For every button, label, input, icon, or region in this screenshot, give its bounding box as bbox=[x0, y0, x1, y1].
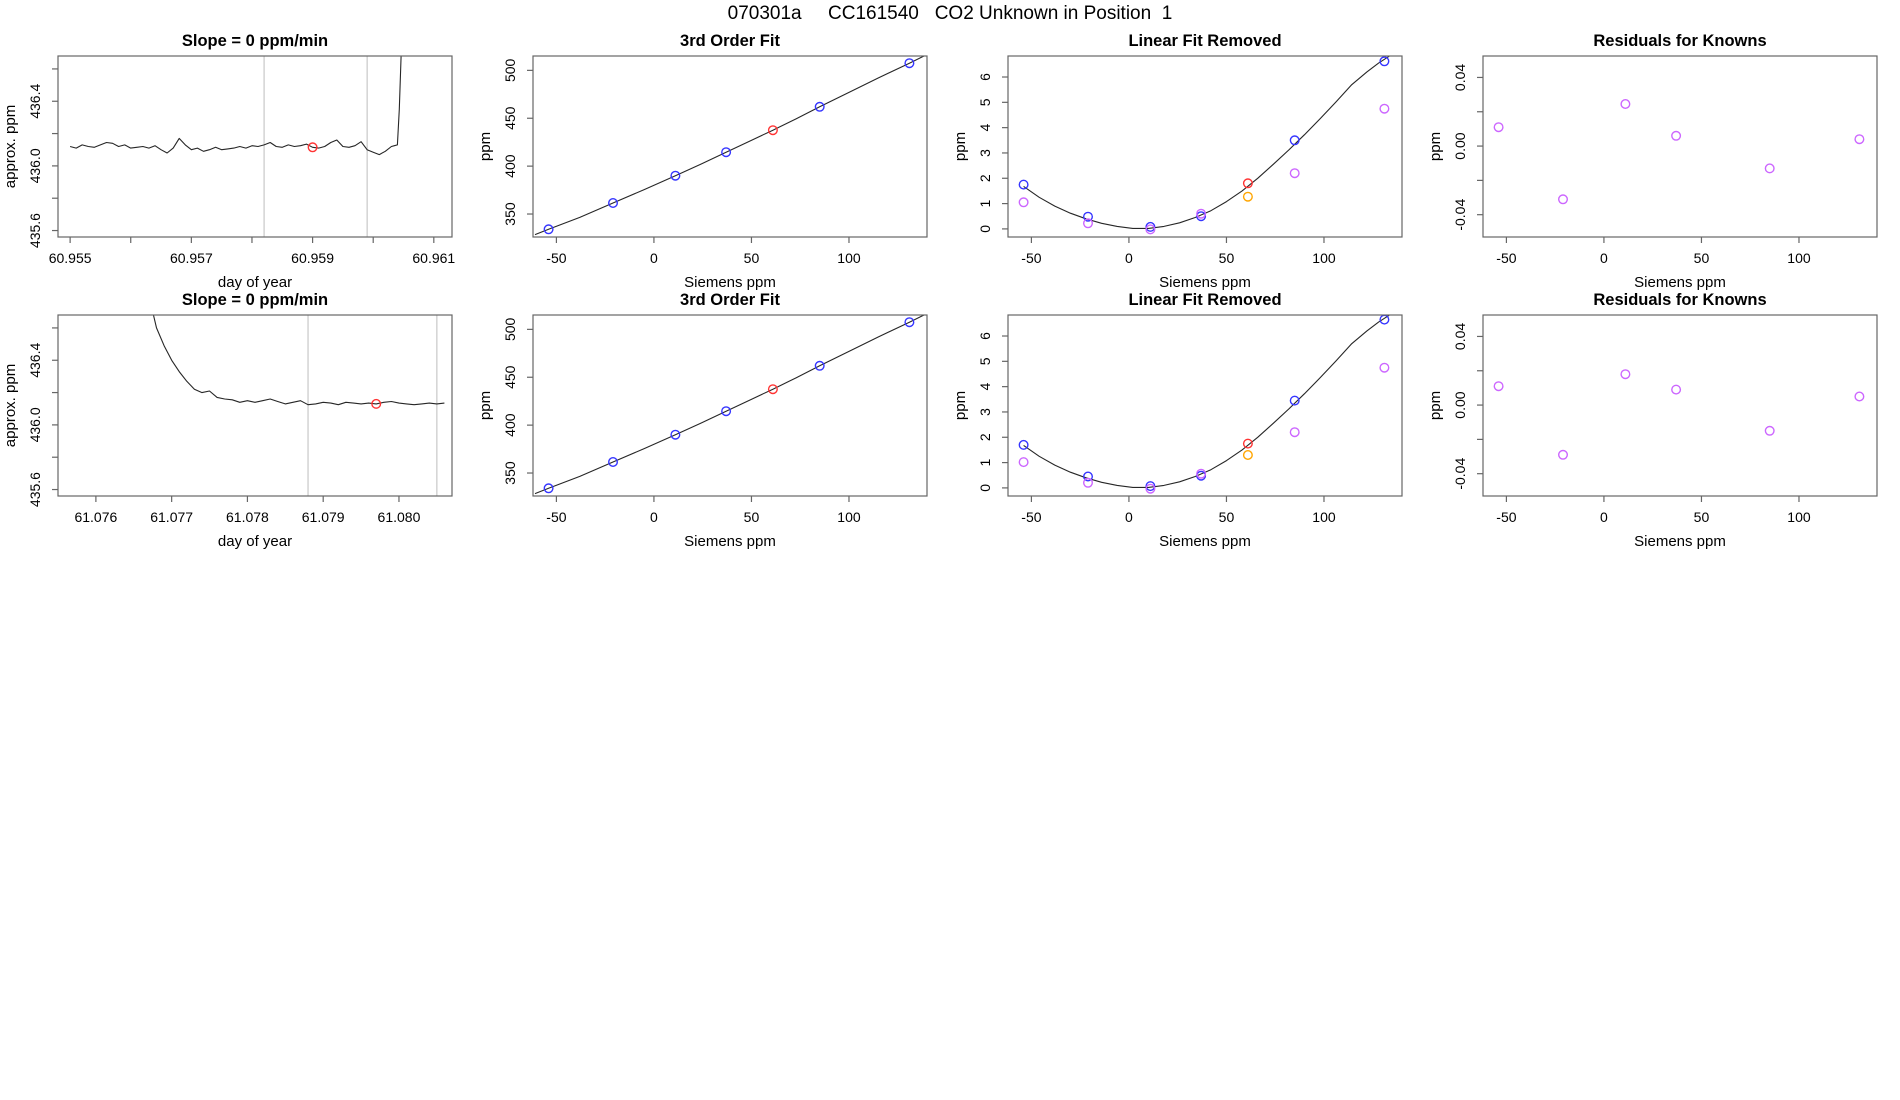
y-tick-label: 500 bbox=[502, 58, 518, 83]
x-tick-label: 100 bbox=[1312, 250, 1336, 266]
y-tick-label: 2 bbox=[977, 174, 993, 183]
x-tick-label: 60.961 bbox=[412, 250, 456, 266]
x-tick-label: 61.080 bbox=[377, 509, 421, 525]
x-tick-label: -50 bbox=[1496, 250, 1517, 266]
x-tick-label: 100 bbox=[1312, 509, 1336, 525]
x-tick-label: 50 bbox=[743, 250, 760, 266]
y-axis-label: ppm bbox=[477, 131, 494, 162]
x-tick-label: -50 bbox=[1021, 250, 1042, 266]
chart-title: Linear Fit Removed bbox=[1128, 291, 1282, 309]
data-point bbox=[1855, 135, 1864, 144]
data-point bbox=[1672, 132, 1681, 141]
y-tick-label: 3 bbox=[977, 408, 993, 416]
series-unknown-sample-alt bbox=[1244, 192, 1253, 201]
series-known-gases bbox=[544, 59, 913, 234]
x-axis-label: Siemens ppm bbox=[684, 274, 776, 291]
series-co2-trace bbox=[70, 56, 401, 155]
y-tick-label: 4 bbox=[977, 123, 993, 132]
x-tick-label: 100 bbox=[1787, 250, 1811, 266]
x-tick-label: 61.078 bbox=[226, 509, 269, 525]
y-tick-label: 2 bbox=[977, 433, 993, 442]
data-point bbox=[1244, 439, 1253, 448]
y-tick-label: 4 bbox=[977, 382, 993, 391]
x-axis-label: Siemens ppm bbox=[1634, 274, 1726, 291]
x-tick-label: -50 bbox=[1496, 509, 1517, 525]
y-tick-label: 500 bbox=[502, 317, 518, 342]
x-tick-label: 60.955 bbox=[48, 250, 92, 266]
y-axis-label: ppm bbox=[1427, 390, 1444, 421]
chart-svg-residuals-run1 bbox=[1425, 0, 1900, 300]
x-tick-label: -50 bbox=[546, 250, 567, 266]
data-point bbox=[1290, 136, 1299, 145]
data-point bbox=[1672, 385, 1681, 394]
page-title: 070301a CC161540 CO2 Unknown in Position 1 bbox=[727, 3, 1173, 24]
y-tick-label: 435.6 bbox=[27, 472, 43, 508]
y-tick-label: 450 bbox=[502, 106, 518, 130]
data-point bbox=[1621, 370, 1630, 379]
data-point bbox=[1380, 104, 1389, 113]
data-point bbox=[1380, 363, 1389, 372]
series-fit-line bbox=[535, 56, 925, 235]
y-tick-label: 0.04 bbox=[1452, 63, 1468, 92]
data-point bbox=[1019, 441, 1028, 450]
y-axis-label: approx. ppm bbox=[2, 104, 19, 189]
y-tick-label: -0.04 bbox=[1452, 457, 1468, 490]
x-tick-label: 0 bbox=[1125, 509, 1133, 525]
y-tick-label: 0.00 bbox=[1452, 391, 1468, 419]
plot-frame bbox=[1483, 315, 1877, 496]
data-point bbox=[1380, 315, 1389, 324]
data-point bbox=[1019, 198, 1028, 207]
chart-title: Residuals for Knowns bbox=[1593, 32, 1767, 50]
y-axis-label: ppm bbox=[1427, 131, 1444, 162]
x-axis-label: day of year bbox=[217, 274, 293, 291]
series-known-gases bbox=[1019, 315, 1388, 490]
chart-title: Slope = 0 ppm/min bbox=[181, 291, 329, 309]
y-tick-label: 3 bbox=[977, 149, 993, 157]
x-axis-label: Siemens ppm bbox=[684, 533, 776, 550]
chart-title: 3rd Order Fit bbox=[680, 291, 780, 309]
series-residuals bbox=[1494, 100, 1863, 204]
y-tick-label: 400 bbox=[502, 154, 518, 178]
data-point bbox=[1244, 451, 1253, 460]
y-tick-label: 450 bbox=[502, 365, 518, 389]
data-point bbox=[1290, 428, 1299, 437]
y-axis-label: approx. ppm bbox=[2, 363, 19, 448]
chart-slope-run1 bbox=[0, 0, 475, 300]
data-point bbox=[1084, 219, 1093, 228]
x-tick-label: -50 bbox=[1021, 509, 1042, 525]
x-tick-label: 60.959 bbox=[291, 250, 334, 266]
chart-residuals-run2 bbox=[1425, 259, 1900, 559]
x-tick-label: 61.076 bbox=[74, 509, 118, 525]
y-tick-label: 0.04 bbox=[1452, 322, 1468, 351]
data-point bbox=[1084, 479, 1093, 488]
data-point bbox=[1019, 458, 1028, 467]
x-tick-label: 61.079 bbox=[301, 509, 345, 525]
data-point bbox=[1559, 195, 1568, 204]
chart-third-order-fit-run1 bbox=[475, 0, 950, 300]
x-axis-label: day of year bbox=[217, 533, 293, 550]
series-known-gases bbox=[1019, 57, 1388, 231]
chart-svg-slope-run1 bbox=[0, 0, 475, 300]
y-axis-label: ppm bbox=[952, 390, 969, 421]
y-tick-label: 0 bbox=[977, 225, 993, 233]
y-axis-label: ppm bbox=[477, 390, 494, 421]
data-point bbox=[1494, 382, 1503, 391]
y-tick-label: 0 bbox=[977, 484, 993, 492]
x-tick-label: 0 bbox=[1125, 250, 1133, 266]
y-tick-label: 6 bbox=[977, 332, 993, 340]
chart-linear-fit-removed-run2 bbox=[950, 259, 1425, 559]
chart-title: Slope = 0 ppm/min bbox=[181, 32, 329, 50]
y-tick-label: 1 bbox=[977, 199, 993, 208]
x-tick-label: 100 bbox=[837, 509, 861, 525]
y-tick-label: 6 bbox=[977, 73, 993, 81]
y-tick-label: 436.4 bbox=[27, 342, 43, 378]
y-tick-label: 436.0 bbox=[27, 148, 43, 184]
x-tick-label: 0 bbox=[1600, 509, 1608, 525]
data-point bbox=[1765, 427, 1774, 436]
data-point bbox=[1855, 392, 1864, 401]
y-tick-label: 436.0 bbox=[27, 407, 43, 443]
chart-residuals-run1 bbox=[1425, 0, 1900, 300]
chart-svg-third-order-fit-run2 bbox=[475, 259, 950, 559]
chart-third-order-fit-run2 bbox=[475, 259, 950, 559]
chart-title: Residuals for Knowns bbox=[1593, 291, 1767, 309]
y-axis-label: ppm bbox=[952, 131, 969, 162]
chart-svg-slope-run2 bbox=[0, 259, 475, 559]
x-axis-label: Siemens ppm bbox=[1159, 533, 1251, 550]
x-tick-label: 50 bbox=[743, 509, 760, 525]
x-tick-label: 0 bbox=[650, 509, 658, 525]
x-axis-label: Siemens ppm bbox=[1159, 274, 1251, 291]
chart-title: 3rd Order Fit bbox=[680, 32, 780, 50]
series-unknown-sample-alt bbox=[1244, 451, 1253, 460]
data-point bbox=[1244, 192, 1253, 201]
x-tick-label: 50 bbox=[1218, 509, 1235, 525]
x-tick-label: 50 bbox=[1693, 509, 1710, 525]
x-tick-label: 100 bbox=[837, 250, 861, 266]
chart-title: Linear Fit Removed bbox=[1128, 32, 1282, 50]
chart-svg-third-order-fit-run1 bbox=[475, 0, 950, 300]
chart-svg-linear-fit-removed-run2 bbox=[950, 259, 1425, 559]
x-tick-label: 61.077 bbox=[150, 509, 194, 525]
plot-frame bbox=[58, 315, 452, 496]
x-tick-label: 50 bbox=[1693, 250, 1710, 266]
x-tick-label: 0 bbox=[1600, 250, 1608, 266]
data-point bbox=[1765, 164, 1774, 173]
series-residuals bbox=[1494, 370, 1863, 459]
data-point bbox=[1494, 123, 1503, 132]
plot-frame bbox=[1483, 56, 1877, 237]
y-tick-label: 436.4 bbox=[27, 83, 43, 119]
series-unknown-sample bbox=[1244, 439, 1253, 448]
plot-frame bbox=[1008, 56, 1402, 237]
y-tick-label: -0.04 bbox=[1452, 198, 1468, 231]
y-tick-label: 5 bbox=[977, 98, 993, 107]
y-tick-label: 5 bbox=[977, 357, 993, 366]
chart-linear-fit-removed-run1 bbox=[950, 0, 1425, 300]
data-point bbox=[1621, 100, 1630, 109]
x-tick-label: 50 bbox=[1218, 250, 1235, 266]
x-tick-label: 60.957 bbox=[169, 250, 213, 266]
series-curve-fit bbox=[1024, 48, 1400, 229]
chart-svg-residuals-run2 bbox=[1425, 259, 1900, 559]
y-tick-label: 0.00 bbox=[1452, 132, 1468, 160]
plot-frame bbox=[1008, 315, 1402, 496]
series-curve-fit bbox=[1024, 307, 1400, 488]
series-known-gases bbox=[544, 318, 913, 493]
series-fit-line bbox=[535, 315, 925, 494]
y-tick-label: 350 bbox=[502, 202, 518, 226]
y-tick-label: 1 bbox=[977, 458, 993, 467]
x-tick-label: 100 bbox=[1787, 509, 1811, 525]
chart-svg-linear-fit-removed-run1 bbox=[950, 0, 1425, 300]
data-point bbox=[1019, 180, 1028, 189]
x-tick-label: -50 bbox=[546, 509, 567, 525]
data-point bbox=[1559, 451, 1568, 460]
data-point bbox=[1290, 169, 1299, 178]
y-tick-label: 350 bbox=[502, 461, 518, 485]
chart-slope-run2 bbox=[0, 259, 475, 559]
series-co2-trace bbox=[153, 312, 445, 405]
y-tick-label: 400 bbox=[502, 413, 518, 437]
x-axis-label: Siemens ppm bbox=[1634, 533, 1726, 550]
y-tick-label: 435.6 bbox=[27, 213, 43, 249]
x-tick-label: 0 bbox=[650, 250, 658, 266]
